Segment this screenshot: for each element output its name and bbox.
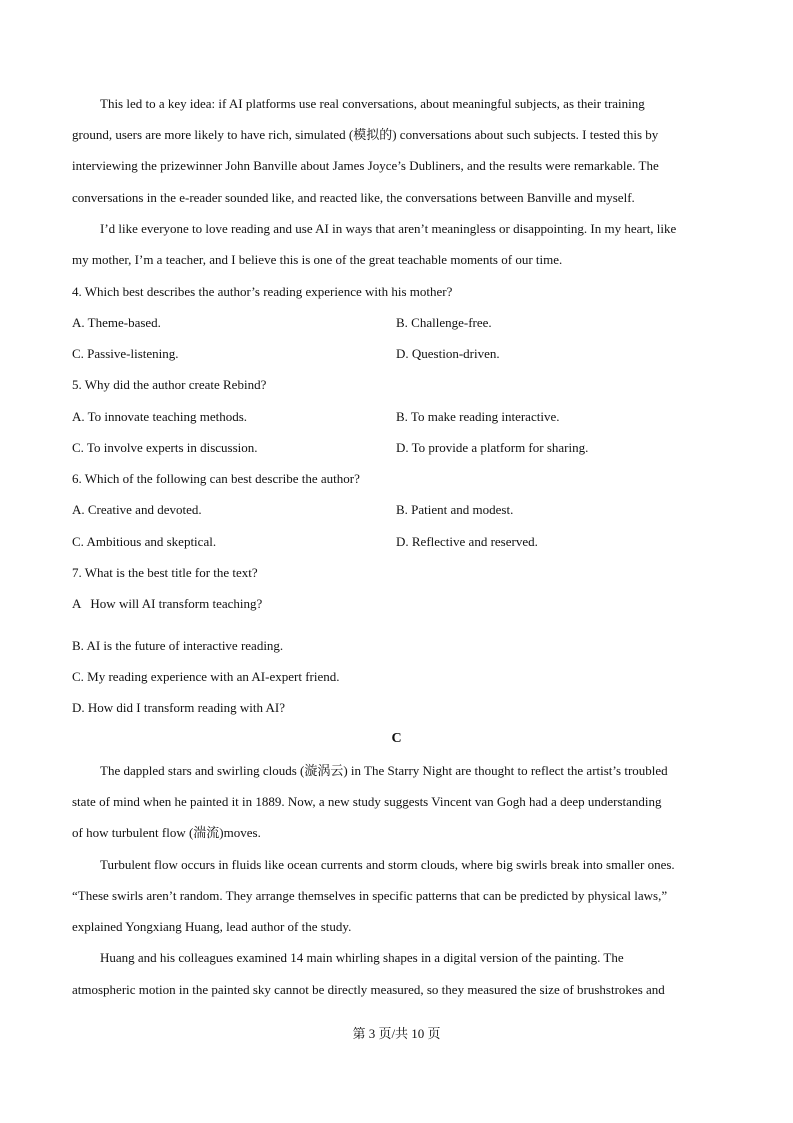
- answer-option: C. Passive-listening.: [72, 346, 179, 361]
- paragraph-line: Turbulent flow occurs in fluids like ocean currents and storm clouds, where big swirls break into smaller ones.: [100, 857, 675, 872]
- paragraph-line: my mother, I’m a teacher, and I believe this is one of the great teachable moments of our time.: [72, 252, 563, 267]
- answer-option: A. Creative and devoted.: [72, 502, 202, 517]
- paragraph-line: Huang and his colleagues examined 14 main whirling shapes in a digital version of the painting. The: [100, 950, 624, 965]
- paragraph-line: interviewing the prizewinner John Banville about James Joyce’s Dubliners, and the results were remarkable. The: [72, 158, 659, 173]
- question-stem: 6. Which of the following can best describe the author?: [72, 471, 360, 486]
- answer-option: C. My reading experience with an AI-expert friend.: [72, 669, 340, 684]
- paragraph-line: The dappled stars and swirling clouds (漩涡云) in The Starry Night are thought to reflect the artist’s troubled: [100, 763, 668, 778]
- paragraph-line: I’d like everyone to love reading and use AI in ways that aren’t meaningless or disappointing. In my heart, like: [100, 221, 677, 236]
- answer-option: A How will AI transform teaching?: [72, 596, 263, 611]
- question-stem: 4. Which best describes the author’s reading experience with his mother?: [72, 284, 453, 299]
- answer-option: D. How did I transform reading with AI?: [72, 700, 286, 715]
- answer-option: C. Ambitious and skeptical.: [72, 534, 217, 549]
- paragraph-line: of how turbulent flow (湍流)moves.: [72, 825, 261, 840]
- answer-option: D. Question-driven.: [396, 346, 500, 361]
- question-stem: 7. What is the best title for the text?: [72, 565, 258, 580]
- answer-option: B. To make reading interactive.: [396, 409, 560, 424]
- page-footer: 第 3 页/共 10 页: [352, 1026, 441, 1041]
- paragraph-line: ground, users are more likely to have rich, simulated (模拟的) conversations about such subjects. I tested this by: [72, 127, 659, 142]
- paragraph-line: This led to a key idea: if AI platforms use real conversations, about meaningful subjects, as their training: [100, 96, 645, 111]
- answer-option: A. Theme-based.: [72, 315, 161, 330]
- paragraph-line: state of mind when he painted it in 1889. Now, a new study suggests Vincent van Gogh had a deep understanding: [72, 794, 662, 809]
- section-heading: C: [391, 731, 402, 746]
- paragraph-line: “These swirls aren’t random. They arrange themselves in specific patterns that can be predicted by physical laws,”: [72, 888, 668, 903]
- paragraph-line: explained Yongxiang Huang, lead author of the study.: [72, 919, 352, 934]
- answer-option: C. To involve experts in discussion.: [72, 440, 258, 455]
- answer-option: D. To provide a platform for sharing.: [396, 440, 589, 455]
- paragraph-line: conversations in the e-reader sounded like, and reacted like, the conversations between Banville and myself.: [72, 190, 635, 205]
- answer-option: D. Reflective and reserved.: [396, 534, 538, 549]
- answer-option: B. AI is the future of interactive reading.: [72, 638, 284, 653]
- question-stem: 5. Why did the author create Rebind?: [72, 377, 267, 392]
- answer-option: B. Patient and modest.: [396, 502, 514, 517]
- answer-option: B. Challenge-free.: [396, 315, 492, 330]
- paragraph-line: atmospheric motion in the painted sky cannot be directly measured, so they measured the size of brushstrokes and: [72, 982, 665, 997]
- answer-option: A. To innovate teaching methods.: [72, 409, 248, 424]
